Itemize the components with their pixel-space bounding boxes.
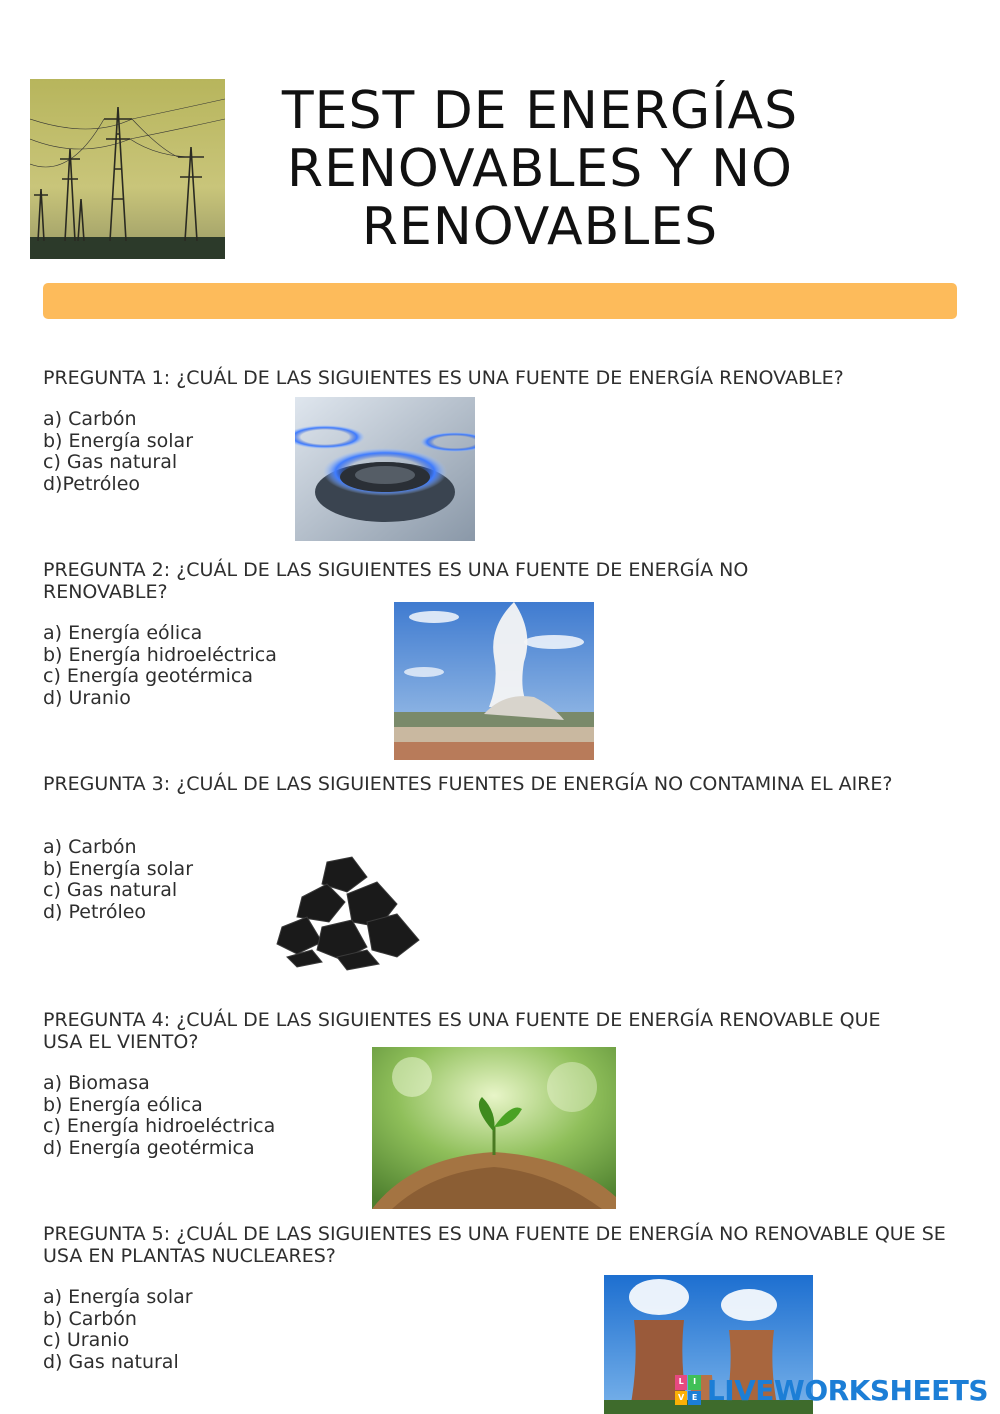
gas-stove-image — [295, 397, 475, 541]
logo-letter: E — [688, 1391, 701, 1406]
question-4-options — [43, 1073, 275, 1159]
option[interactable]: d) Gas natural — [43, 1350, 179, 1373]
option[interactable]: a) Energía solar — [43, 1286, 193, 1308]
option[interactable]: b) Energía solar — [43, 429, 194, 452]
question-1-options — [43, 409, 193, 495]
option[interactable]: a) Energía eólica — [43, 622, 203, 644]
option[interactable]: b) Carbón — [43, 1307, 137, 1330]
option[interactable]: b) Energía hidroeléctrica — [43, 643, 277, 666]
liveworksheets-branding — [675, 1370, 988, 1410]
title-line-3: RENOVABLES — [361, 197, 719, 257]
option[interactable]: d) Petróleo — [43, 900, 147, 923]
title-line-2: RENOVABLES Y NO — [287, 139, 793, 199]
question-5-text: PREGUNTA 5: ¿CUÁL DE LAS SIGUIENTES ES UNA FUENTE DE ENERGÍA NO RENOVABLE QUE SE USA EN PLANTAS NUCLEARES? — [43, 1223, 946, 1267]
question-3-options — [43, 837, 193, 923]
question-2-options — [43, 623, 277, 709]
option[interactable]: d)Petróleo — [43, 472, 141, 495]
option[interactable]: d) Uranio — [43, 686, 131, 709]
coal-image — [267, 822, 427, 977]
option[interactable]: a) Carbón — [43, 408, 137, 430]
logo-letter: L — [675, 1375, 688, 1390]
option[interactable]: d) Energía geotérmica — [43, 1136, 255, 1159]
power-towers-image — [30, 79, 225, 259]
option[interactable]: b) Energía solar — [43, 857, 194, 880]
question-4-text: PREGUNTA 4: ¿CUÁL DE LAS SIGUIENTES ES UNA FUENTE DE ENERGÍA RENOVABLE QUE USA EL VIENTO? — [43, 1009, 881, 1053]
option[interactable]: c) Gas natural — [43, 451, 178, 473]
question-5-options — [43, 1287, 193, 1373]
liveworksheets-logo-icon — [675, 1375, 701, 1405]
page-title — [240, 82, 840, 256]
geyser-image — [394, 602, 594, 760]
logo-letter: V — [675, 1391, 688, 1406]
option[interactable]: a) Carbón — [43, 836, 137, 858]
liveworksheets-text: LIVEWORKSHEETS — [706, 1373, 988, 1407]
title-line-1: TEST DE ENERGÍAS — [281, 81, 799, 141]
question-2-text: PREGUNTA 2: ¿CUÁL DE LAS SIGUIENTES ES UNA FUENTE DE ENERGÍA NO RENOVABLE? — [43, 559, 749, 603]
option[interactable]: c) Energía hidroeléctrica — [43, 1115, 276, 1137]
option[interactable]: c) Energía geotérmica — [43, 665, 254, 687]
option[interactable]: b) Energía eólica — [43, 1093, 203, 1116]
logo-letter: I — [688, 1375, 701, 1390]
option[interactable]: c) Gas natural — [43, 879, 178, 901]
biomass-pellets-image — [372, 1047, 616, 1209]
option[interactable]: a) Biomasa — [43, 1072, 150, 1094]
question-1-text: PREGUNTA 1: ¿CUÁL DE LAS SIGUIENTES ES UNA FUENTE DE ENERGÍA RENOVABLE? — [43, 367, 844, 389]
question-3-text: PREGUNTA 3: ¿CUÁL DE LAS SIGUIENTES FUENTES DE ENERGÍA NO CONTAMINA EL AIRE? — [43, 773, 893, 795]
accent-bar — [43, 283, 957, 319]
option[interactable]: c) Uranio — [43, 1329, 130, 1351]
